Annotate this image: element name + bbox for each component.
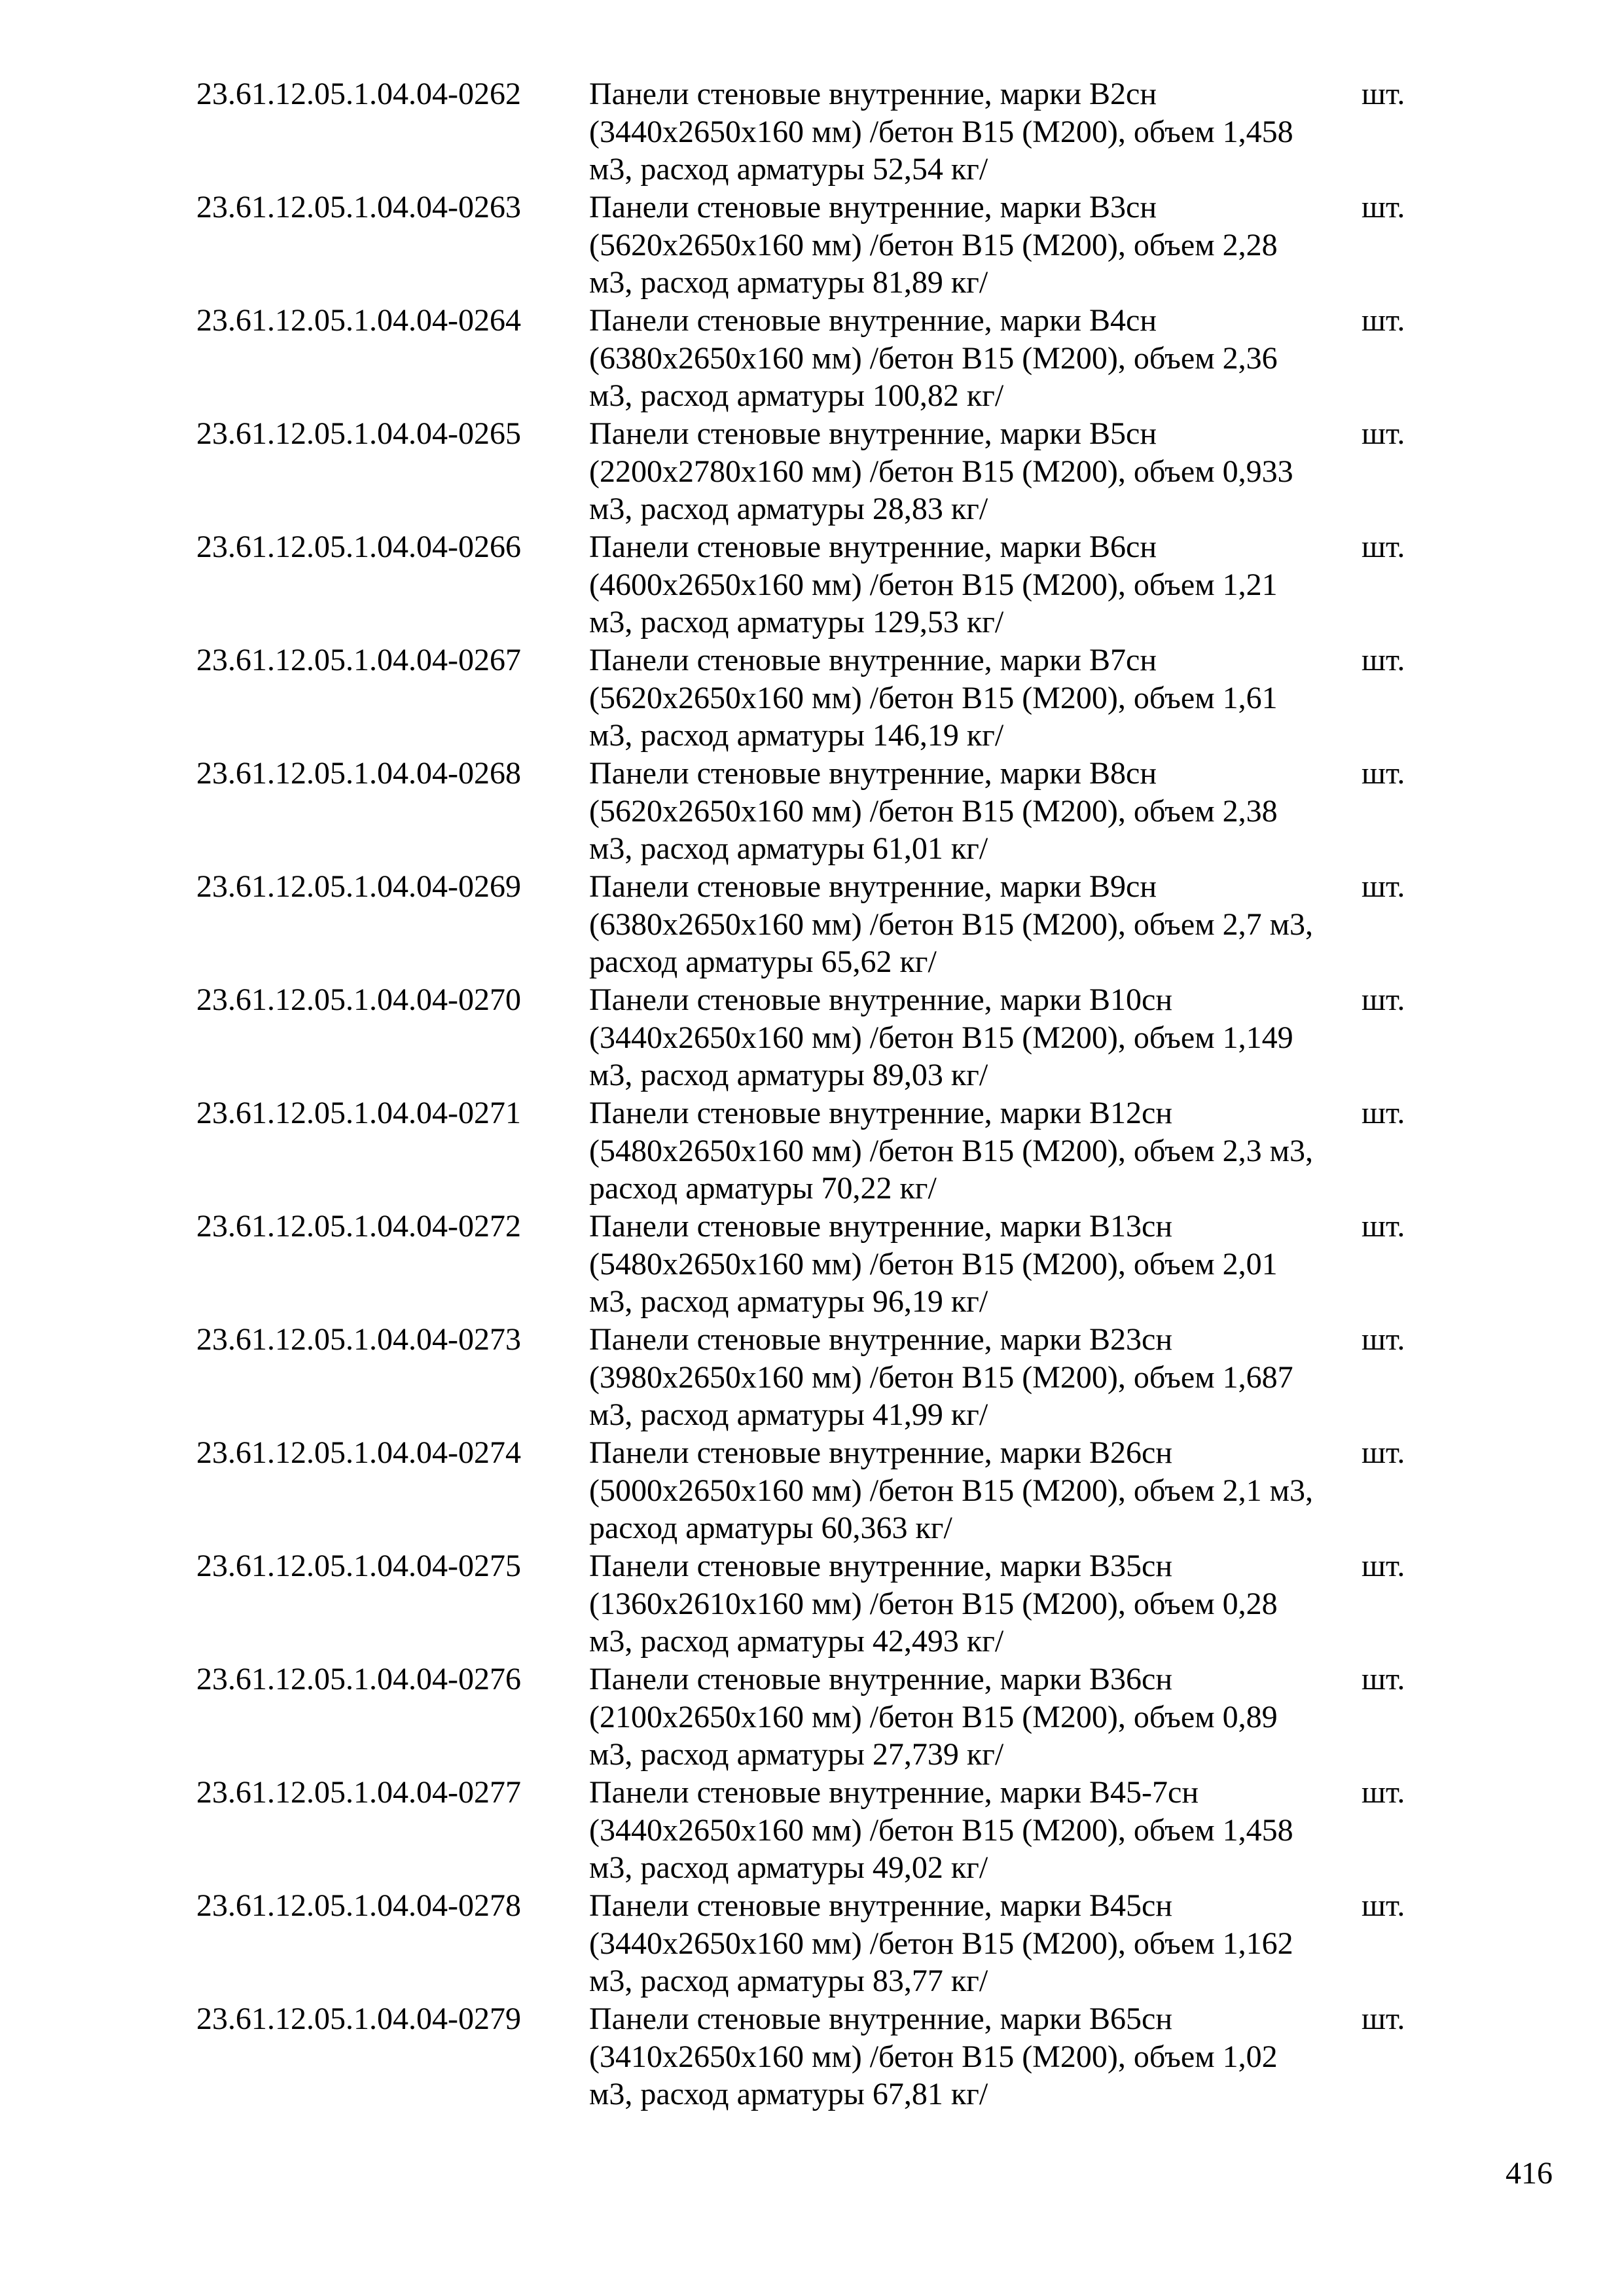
item-description: Панели стеновые внутренние, марки В35сн (1360х2610х160 мм) /бетон В15 (М200), объем 0,28 м3, расход арматуры 42,493 кг/: [589, 1549, 1278, 1659]
item-code: 23.61.12.05.1.04.04-0270: [196, 982, 521, 1017]
table-row: [196, 75, 1440, 188]
item-code: 23.61.12.05.1.04.04-0264: [196, 303, 521, 338]
item-unit: шт.: [1362, 869, 1405, 904]
item-description: Панели стеновые внутренние, марки В45сн (3440х2650х160 мм) /бетон В15 (М200), объем 1,162 м3, расход арматуры 83,77 кг/: [589, 1888, 1293, 1998]
table-row: [196, 755, 1440, 868]
item-unit: шт.: [1362, 1096, 1405, 1130]
item-description: Панели стеновые внутренние, марки В3сн (5620х2650х160 мм) /бетон В15 (М200), объем 2,28 м3, расход арматуры 81,89 кг/: [589, 190, 1278, 300]
item-code: 23.61.12.05.1.04.04-0272: [196, 1209, 521, 1244]
item-description: Панели стеновые внутренние, марки В7сн (5620х2650х160 мм) /бетон В15 (М200), объем 1,61 м3, расход арматуры 146,19 кг/: [589, 643, 1278, 753]
table-row: [196, 1660, 1440, 1774]
table-row: [196, 415, 1440, 528]
item-code: 23.61.12.05.1.04.04-0274: [196, 1435, 521, 1470]
item-code: 23.61.12.05.1.04.04-0276: [196, 1662, 521, 1696]
table-row: [196, 641, 1440, 755]
table-row: [196, 188, 1440, 302]
item-code: 23.61.12.05.1.04.04-0262: [196, 77, 521, 111]
item-code: 23.61.12.05.1.04.04-0278: [196, 1888, 521, 1923]
item-description: Панели стеновые внутренние, марки В45-7сн (3440х2650х160 мм) /бетон В15 (М200), объем 1,458 м3, расход арматуры 49,02 кг/: [589, 1775, 1293, 1885]
item-code: 23.61.12.05.1.04.04-0279: [196, 2001, 521, 2036]
table-row: [196, 1208, 1440, 1321]
table-row: [196, 1094, 1440, 1208]
price-table: [196, 75, 1440, 2113]
item-unit: шт.: [1362, 1662, 1405, 1696]
item-unit: шт.: [1362, 756, 1405, 791]
item-code: 23.61.12.05.1.04.04-0268: [196, 756, 521, 791]
item-code: 23.61.12.05.1.04.04-0266: [196, 529, 521, 564]
table-row: [196, 868, 1440, 981]
item-description: Панели стеновые внутренние, марки В5сн (2200х2780х160 мм) /бетон В15 (М200), объем 0,933 м3, расход арматуры 28,83 кг/: [589, 416, 1293, 526]
item-unit: шт.: [1362, 190, 1405, 224]
item-description: Панели стеновые внутренние, марки В36сн (2100х2650х160 мм) /бетон В15 (М200), объем 0,89 м3, расход арматуры 27,739 кг/: [589, 1662, 1278, 1772]
item-code: 23.61.12.05.1.04.04-0267: [196, 643, 521, 677]
table-row: [196, 981, 1440, 1094]
item-unit: шт.: [1362, 303, 1405, 338]
item-unit: шт.: [1362, 77, 1405, 111]
item-description: Панели стеновые внутренние, марки В9сн (6380х2650х160 мм) /бетон В15 (М200), объем 2,7 м3, расход арматуры 65,62 кг/: [589, 869, 1313, 979]
table-row: [196, 2000, 1440, 2113]
table-row: [196, 1547, 1440, 1660]
item-description: Панели стеновые внутренние, марки В26сн (5000х2650х160 мм) /бетон В15 (М200), объем 2,1 м3, расход арматуры 60,363 кг/: [589, 1435, 1313, 1545]
item-description: Панели стеновые внутренние, марки В13сн (5480х2650х160 мм) /бетон В15 (М200), объем 2,01 м3, расход арматуры 96,19 кг/: [589, 1209, 1278, 1319]
item-code: 23.61.12.05.1.04.04-0273: [196, 1322, 521, 1357]
item-description: Панели стеновые внутренние, марки В2сн (3440х2650х160 мм) /бетон В15 (М200), объем 1,458 м3, расход арматуры 52,54 кг/: [589, 77, 1293, 187]
item-code: 23.61.12.05.1.04.04-0271: [196, 1096, 521, 1130]
item-unit: шт.: [1362, 1549, 1405, 1583]
item-unit: шт.: [1362, 982, 1405, 1017]
item-unit: шт.: [1362, 1435, 1405, 1470]
table-row: [196, 1321, 1440, 1434]
item-description: Панели стеновые внутренние, марки В10сн (3440х2650х160 мм) /бетон В15 (М200), объем 1,149 м3, расход арматуры 89,03 кг/: [589, 982, 1293, 1092]
item-code: 23.61.12.05.1.04.04-0277: [196, 1775, 521, 1810]
item-code: 23.61.12.05.1.04.04-0265: [196, 416, 521, 451]
item-description: Панели стеновые внутренние, марки В23сн (3980х2650х160 мм) /бетон В15 (М200), объем 1,687 м3, расход арматуры 41,99 кг/: [589, 1322, 1293, 1432]
item-unit: шт.: [1362, 1322, 1405, 1357]
item-unit: шт.: [1362, 2001, 1405, 2036]
item-unit: шт.: [1362, 1775, 1405, 1810]
item-unit: шт.: [1362, 643, 1405, 677]
page-number: 416: [1506, 2156, 1553, 2191]
item-description: Панели стеновые внутренние, марки В65сн (3410х2650х160 мм) /бетон В15 (М200), объем 1,02 м3, расход арматуры 67,81 кг/: [589, 2001, 1278, 2111]
item-code: 23.61.12.05.1.04.04-0275: [196, 1549, 521, 1583]
item-description: Панели стеновые внутренние, марки В8сн (5620х2650х160 мм) /бетон В15 (М200), объем 2,38 м3, расход арматуры 61,01 кг/: [589, 756, 1278, 866]
item-code: 23.61.12.05.1.04.04-0263: [196, 190, 521, 224]
item-description: Панели стеновые внутренние, марки В12сн (5480х2650х160 мм) /бетон В15 (М200), объем 2,3 м3, расход арматуры 70,22 кг/: [589, 1096, 1313, 1206]
item-code: 23.61.12.05.1.04.04-0269: [196, 869, 521, 904]
item-unit: шт.: [1362, 529, 1405, 564]
item-unit: шт.: [1362, 1888, 1405, 1923]
table-row: [196, 1887, 1440, 2000]
item-description: Панели стеновые внутренние, марки В4сн (6380х2650х160 мм) /бетон В15 (М200), объем 2,36 м3, расход арматуры 100,82 кг/: [589, 303, 1278, 413]
item-unit: шт.: [1362, 1209, 1405, 1244]
table-row: [196, 528, 1440, 641]
table-row: [196, 1434, 1440, 1547]
table-row: [196, 302, 1440, 415]
item-unit: шт.: [1362, 416, 1405, 451]
item-description: Панели стеновые внутренние, марки В6сн (4600х2650х160 мм) /бетон В15 (М200), объем 1,21 м3, расход арматуры 129,53 кг/: [589, 529, 1278, 639]
table-row: [196, 1774, 1440, 1887]
